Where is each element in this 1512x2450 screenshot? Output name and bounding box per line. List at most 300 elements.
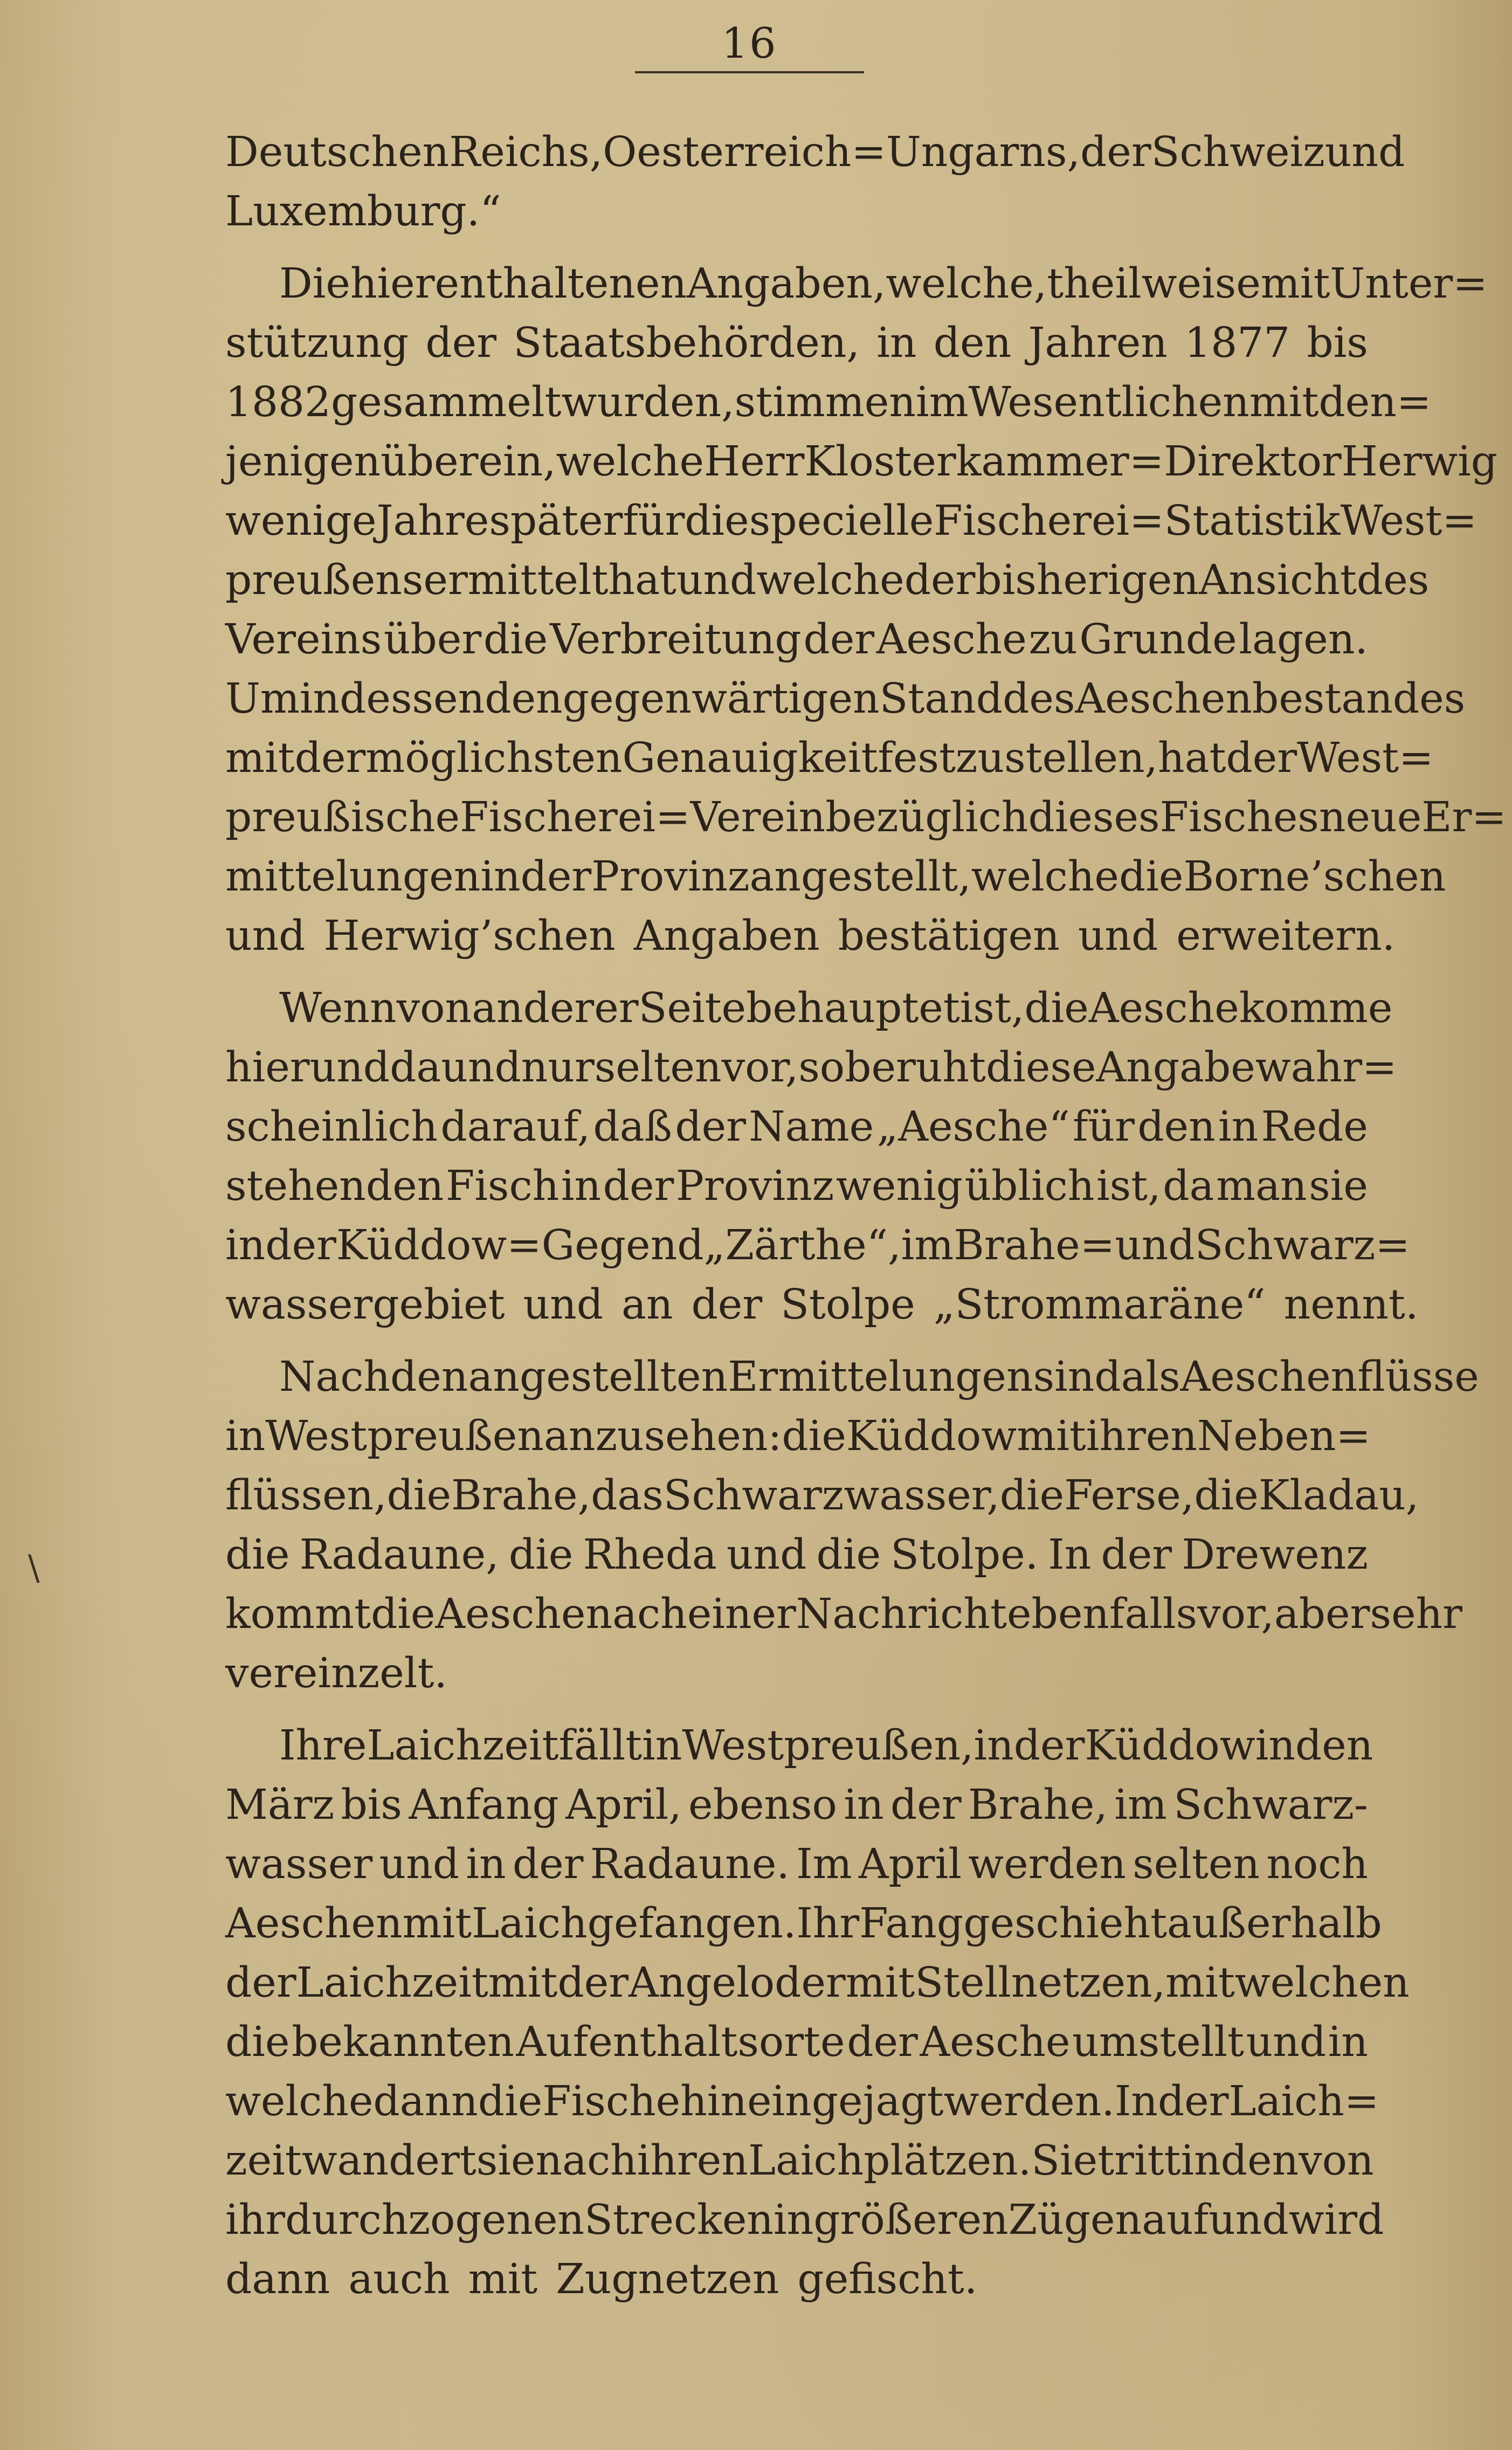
word: Fischerei=Verein [460, 793, 826, 841]
word: der [675, 1103, 746, 1151]
word: stützung [225, 319, 409, 367]
word: anderer [472, 984, 639, 1032]
page-number: 16 [721, 19, 777, 68]
word: Herr [704, 438, 805, 486]
word: hier [350, 260, 435, 308]
text-line [225, 610, 1368, 670]
word: der [1157, 2078, 1229, 2125]
word: in [844, 1781, 884, 1829]
word: nach [535, 2137, 637, 2185]
word: in [974, 1722, 1014, 1770]
word: wird [1288, 2196, 1384, 2244]
word: Schwarz= [1195, 1221, 1410, 1269]
word: Radaune. [590, 1840, 790, 1888]
word: nennt. [1283, 1281, 1419, 1329]
word: in [774, 2196, 814, 2244]
word: In [1114, 2078, 1158, 2125]
word: Fisch [445, 1162, 560, 1210]
word: West= [1340, 497, 1477, 545]
word: specielle [749, 497, 934, 545]
word: gesammelt [330, 378, 562, 426]
text-line [225, 2072, 1379, 2131]
word: zeit [225, 2137, 302, 2185]
word: in [561, 1162, 602, 1210]
text-line [225, 979, 1393, 1038]
word: bis [341, 1781, 402, 1829]
word: komme [1239, 984, 1393, 1032]
word: auch [348, 2255, 450, 2303]
word: darauf, [440, 1103, 591, 1151]
word: der [1101, 1531, 1172, 1579]
word: ermittelt [423, 556, 609, 604]
text-line [225, 2250, 1368, 2309]
word: mit [845, 1959, 915, 2007]
word: und [225, 912, 306, 960]
word: bisherigen [975, 556, 1199, 604]
word: welche, [886, 260, 1047, 308]
word: Schwarz- [1173, 1781, 1368, 1829]
word: jenigen [225, 438, 381, 486]
word: Ihr [796, 1900, 860, 1948]
word: wandert [301, 2137, 477, 2185]
word: und [1078, 912, 1158, 960]
word: Aesche [876, 616, 1027, 664]
word: der [904, 556, 976, 604]
word: Strecken [584, 2196, 774, 2244]
word: ebenso [688, 1781, 837, 1829]
word: den [390, 1353, 468, 1401]
word: West= [1297, 734, 1434, 782]
paragraph [225, 1348, 1479, 1703]
word: Laich= [1228, 2078, 1379, 2125]
word: größeren [813, 2196, 1009, 2244]
word: die [483, 616, 548, 664]
text-line [225, 2013, 1368, 2072]
word: in [466, 1840, 506, 1888]
word: den [1220, 2137, 1299, 2185]
text-line [225, 907, 1396, 966]
text-line [225, 2191, 1384, 2250]
word: mit [1017, 1412, 1086, 1460]
word: welche [556, 438, 705, 486]
paragraph [225, 254, 1507, 966]
text-line [225, 670, 1466, 729]
word: preußens [225, 556, 424, 604]
word: „Strommaräne“ [933, 1281, 1266, 1329]
word: ist, [1096, 1162, 1161, 1210]
word: die [371, 1590, 436, 1638]
word: Neben= [1197, 1412, 1371, 1460]
word: die [225, 2018, 290, 2066]
word: Wenn [279, 984, 397, 1032]
word: an [622, 1281, 673, 1329]
word: der [265, 1221, 336, 1269]
word: die [1119, 853, 1184, 901]
word: Radaune, [299, 1531, 499, 1579]
word: Ermittelungen [728, 1353, 1033, 1401]
word: daß [593, 1103, 672, 1151]
word: Nach [279, 1353, 390, 1401]
text-line [225, 1835, 1368, 1894]
word: In [1048, 1531, 1092, 1579]
word: Nachricht [796, 1590, 1007, 1638]
word: Angaben, [687, 260, 886, 308]
word: nur [521, 1044, 595, 1092]
word: in [1328, 2018, 1368, 2066]
word: die [508, 1531, 574, 1579]
word: Schweiz [1151, 128, 1325, 176]
word: in [1180, 2137, 1221, 2185]
word: der [1226, 734, 1297, 782]
word: oder [749, 1959, 846, 2007]
word: den [1295, 1722, 1373, 1770]
word: und [1209, 2196, 1289, 2244]
text-line [225, 551, 1430, 610]
word: sehr [1370, 1590, 1462, 1638]
word: Borne’schen [1183, 853, 1446, 901]
word: gefangen. [587, 1900, 797, 1948]
word: der [890, 1781, 962, 1829]
word: Ihre [279, 1722, 367, 1770]
word: im [1114, 1781, 1167, 1829]
word: Rede [1261, 1103, 1368, 1151]
text-line [225, 492, 1477, 551]
word: in [642, 1722, 682, 1770]
word: der [425, 319, 497, 367]
word: welche [225, 2078, 374, 2125]
word: Deutschen [225, 128, 450, 176]
word: hineingejagt [680, 2078, 944, 2125]
word: Kladau, [1258, 1472, 1419, 1520]
word: die [386, 1472, 452, 1520]
word: Anfang [409, 1781, 559, 1829]
word: wahr= [1255, 1044, 1397, 1092]
word: wenig [836, 1162, 963, 1210]
text-line [225, 314, 1368, 373]
word: April, [565, 1781, 682, 1829]
word: Aesche [920, 2018, 1071, 2066]
word: Brahe, [968, 1781, 1108, 1829]
word: und [1246, 2018, 1327, 2066]
word: mit [468, 2255, 538, 2303]
word: von [1299, 2137, 1374, 2185]
word: Stellnetzen, [915, 1959, 1166, 2007]
word: Laichplätzen. [748, 2137, 1032, 2185]
word: den [485, 675, 563, 723]
word: der [603, 1162, 674, 1210]
word: bezüglich [825, 793, 1028, 841]
word: Stand [879, 675, 1003, 723]
word: in [225, 1412, 266, 1460]
word: indessen [299, 675, 485, 723]
text-line [225, 1894, 1382, 1954]
word: Jahren [1028, 319, 1168, 367]
word: der [557, 1959, 629, 2007]
text-line [225, 1776, 1368, 1835]
word: Laichzeit [367, 1722, 559, 1770]
word: Küddow=Gegend [336, 1221, 704, 1269]
text-line [225, 254, 1488, 314]
word: und [379, 1840, 460, 1888]
word: Laich [472, 1900, 588, 1948]
word: Laichzeit [296, 1959, 488, 2007]
word: und [309, 1044, 390, 1092]
word: und [1115, 1221, 1195, 1269]
word: dann [373, 2078, 478, 2125]
text-line [225, 1466, 1419, 1526]
text-line [225, 1275, 1419, 1335]
word: bekannten [292, 2018, 514, 2066]
word: Herwig [1341, 438, 1498, 486]
word: hat [1158, 734, 1226, 782]
text-line [225, 1216, 1410, 1275]
word: vor, [1197, 1590, 1274, 1638]
word: ihren [1086, 1412, 1197, 1460]
word: vor, [721, 1044, 799, 1092]
word: Küddow [846, 1412, 1017, 1460]
word: diese [985, 1044, 1096, 1092]
word: Westpreußen, [682, 1722, 974, 1770]
word: festzustellen, [878, 734, 1158, 782]
word: werden [968, 1840, 1126, 1888]
word: ihr [225, 2196, 286, 2244]
word: den [933, 319, 1012, 367]
paragraph [225, 979, 1419, 1335]
word: in [1255, 1722, 1295, 1770]
word: den [1137, 1103, 1216, 1151]
word: Reichs, [449, 128, 603, 176]
word: Provinz [591, 853, 750, 901]
word: Fischerei=Statistik [934, 497, 1341, 545]
text-line [225, 1644, 1368, 1703]
word: der [691, 1281, 763, 1329]
word: theilweise [1047, 260, 1261, 308]
word: in [225, 1221, 266, 1269]
word: der [294, 734, 366, 782]
word: Fang [859, 1900, 964, 1948]
text-line [225, 373, 1432, 432]
word: Provinz [675, 1162, 834, 1210]
word: Aufenthaltsorte [516, 2018, 845, 2066]
word: die [782, 1412, 846, 1460]
word: neue [1318, 793, 1422, 841]
word: Sie [1031, 2137, 1098, 2185]
word: und [726, 1531, 807, 1579]
word: über [383, 616, 482, 664]
word: einer [687, 1590, 796, 1638]
word: Westpreußen [265, 1412, 544, 1460]
text-line [225, 2131, 1374, 2191]
word: als [1121, 1353, 1180, 1401]
paragraph [225, 1716, 1410, 2309]
word: des [1356, 556, 1430, 604]
text-line [225, 1585, 1462, 1644]
margin-pencil-mark: \ [28, 1548, 40, 1588]
word: im [915, 378, 969, 426]
word: März [225, 1781, 335, 1829]
word: und [676, 556, 757, 604]
word: Grunde [1079, 616, 1237, 664]
word: stehenden [225, 1162, 444, 1210]
word: behauptet [746, 984, 960, 1032]
word: der [1080, 128, 1151, 176]
word: tritt [1097, 2137, 1181, 2185]
word: ebenfalls [1006, 1590, 1198, 1638]
word: die [478, 2078, 543, 2125]
word: welchen [1234, 1959, 1410, 2007]
word: die [816, 1531, 881, 1579]
word: später [489, 497, 623, 545]
paragraph [225, 123, 1405, 241]
word: der [1013, 1722, 1085, 1770]
text-line [225, 432, 1498, 492]
word: preußische [225, 793, 460, 841]
word: welche [971, 853, 1119, 901]
word: zu [1028, 616, 1078, 664]
word: Angel [629, 1959, 750, 2007]
word: dieses [1028, 793, 1160, 841]
word: Luxemburg.“ [225, 188, 501, 236]
word: außerhalb [1167, 1900, 1382, 1948]
word: die [1194, 1472, 1259, 1520]
word: Um [225, 675, 300, 723]
word: Name [749, 1103, 874, 1151]
word: bestätigen [838, 912, 1060, 960]
word: den= [1318, 378, 1432, 426]
word: welche [756, 556, 905, 604]
word: hat [608, 556, 676, 604]
word: stimmen [734, 378, 916, 426]
word: und [1324, 128, 1405, 176]
word: Angabe [1096, 1044, 1255, 1092]
word: Stolpe. [890, 1531, 1039, 1579]
word: bis [1307, 319, 1368, 367]
text-line [225, 1348, 1479, 1407]
word: Aeschenflüsse [1180, 1353, 1479, 1401]
word: Staatsbehörden, [513, 319, 860, 367]
word: in [876, 319, 917, 367]
word: hier [225, 1044, 310, 1092]
word: scheinlich [225, 1103, 438, 1151]
word: wenige [225, 497, 377, 545]
word: man [1216, 1162, 1307, 1210]
word: enthaltenen [434, 260, 687, 308]
text-line [225, 788, 1507, 847]
word: 1877 [1184, 319, 1290, 367]
word: wasser [225, 1840, 373, 1888]
word: Er= [1421, 793, 1507, 841]
word: Ferse, [1064, 1472, 1195, 1520]
word: Brahe, [451, 1472, 591, 1520]
word: ist, [959, 984, 1025, 1032]
word: und [523, 1281, 603, 1329]
word: Zügen [1008, 2196, 1142, 2244]
word: in [1218, 1103, 1259, 1151]
word: Die [279, 260, 350, 308]
word: Zugnetzen [556, 2255, 779, 2303]
word: auf [1142, 2196, 1209, 2244]
word: wassergebiet [225, 1281, 505, 1329]
word: da [1163, 1162, 1214, 1210]
text-line [225, 123, 1405, 182]
word: Schwarzwasser, [663, 1472, 1000, 1520]
word: umstellt [1072, 2018, 1244, 2066]
text-line [225, 1407, 1371, 1466]
word: im [901, 1221, 954, 1269]
word: Wesentlichen [968, 378, 1249, 426]
word: der [225, 1959, 296, 2007]
word: lagen. [1239, 616, 1368, 664]
word: möglichsten [365, 734, 623, 782]
word: 1882 [225, 378, 331, 426]
word: „Aesche“ [876, 1103, 1070, 1151]
word: ihren [637, 2137, 748, 2185]
word: die [685, 497, 749, 545]
word: Brahe= [954, 1221, 1115, 1269]
word: der [803, 616, 875, 664]
word: aber [1274, 1590, 1370, 1638]
word: noch [1266, 1840, 1368, 1888]
word: für [1073, 1103, 1135, 1151]
word: Oesterreich=Ungarns, [603, 128, 1080, 176]
word: Ansicht [1198, 556, 1357, 604]
body-text [225, 123, 1507, 2309]
word: angestellt, [749, 853, 971, 901]
word: Genauigkeit [622, 734, 878, 782]
word: Aeschen [225, 1900, 403, 1948]
word: gegenwärtigen [562, 675, 880, 723]
word: Vereins [225, 616, 382, 664]
word: für [623, 497, 685, 545]
word: mit [1260, 260, 1330, 308]
word: Verbreitung [550, 616, 802, 664]
word: nach [585, 1590, 687, 1638]
word: „Zärthe“, [703, 1221, 901, 1269]
word: wurden, [561, 378, 735, 426]
word: Jahre [376, 497, 489, 545]
word: Küddow [1085, 1722, 1255, 1770]
word: werden. [943, 2078, 1115, 2125]
word: mit [1165, 1959, 1235, 2007]
word: angestellten [468, 1353, 728, 1401]
word: April [858, 1840, 962, 1888]
word: die [1024, 984, 1089, 1032]
word: selten [594, 1044, 722, 1092]
word: mit [402, 1900, 472, 1948]
word: kommt [225, 1590, 371, 1638]
word: sind [1033, 1353, 1121, 1401]
word: Klosterkammer=Direktor [804, 438, 1342, 486]
word: Drewenz [1182, 1531, 1368, 1579]
text-line [225, 1157, 1368, 1216]
word: durchzogenen [285, 2196, 584, 2244]
text-line [225, 847, 1446, 907]
word: und [441, 1044, 521, 1092]
word: Fische [542, 2078, 681, 2125]
word: gefischt. [797, 2255, 978, 2303]
word: Herwig’schen [323, 912, 616, 960]
text-line [225, 1716, 1373, 1776]
word: der [512, 1840, 584, 1888]
word: mit [1249, 378, 1319, 426]
word: sie [476, 2137, 536, 2185]
word: des [1003, 675, 1075, 723]
header-rule [635, 71, 864, 73]
word: vereinzelt. [225, 1650, 447, 1697]
word: Angaben [633, 912, 820, 960]
word: von [396, 984, 472, 1032]
word: Unter= [1330, 260, 1488, 308]
